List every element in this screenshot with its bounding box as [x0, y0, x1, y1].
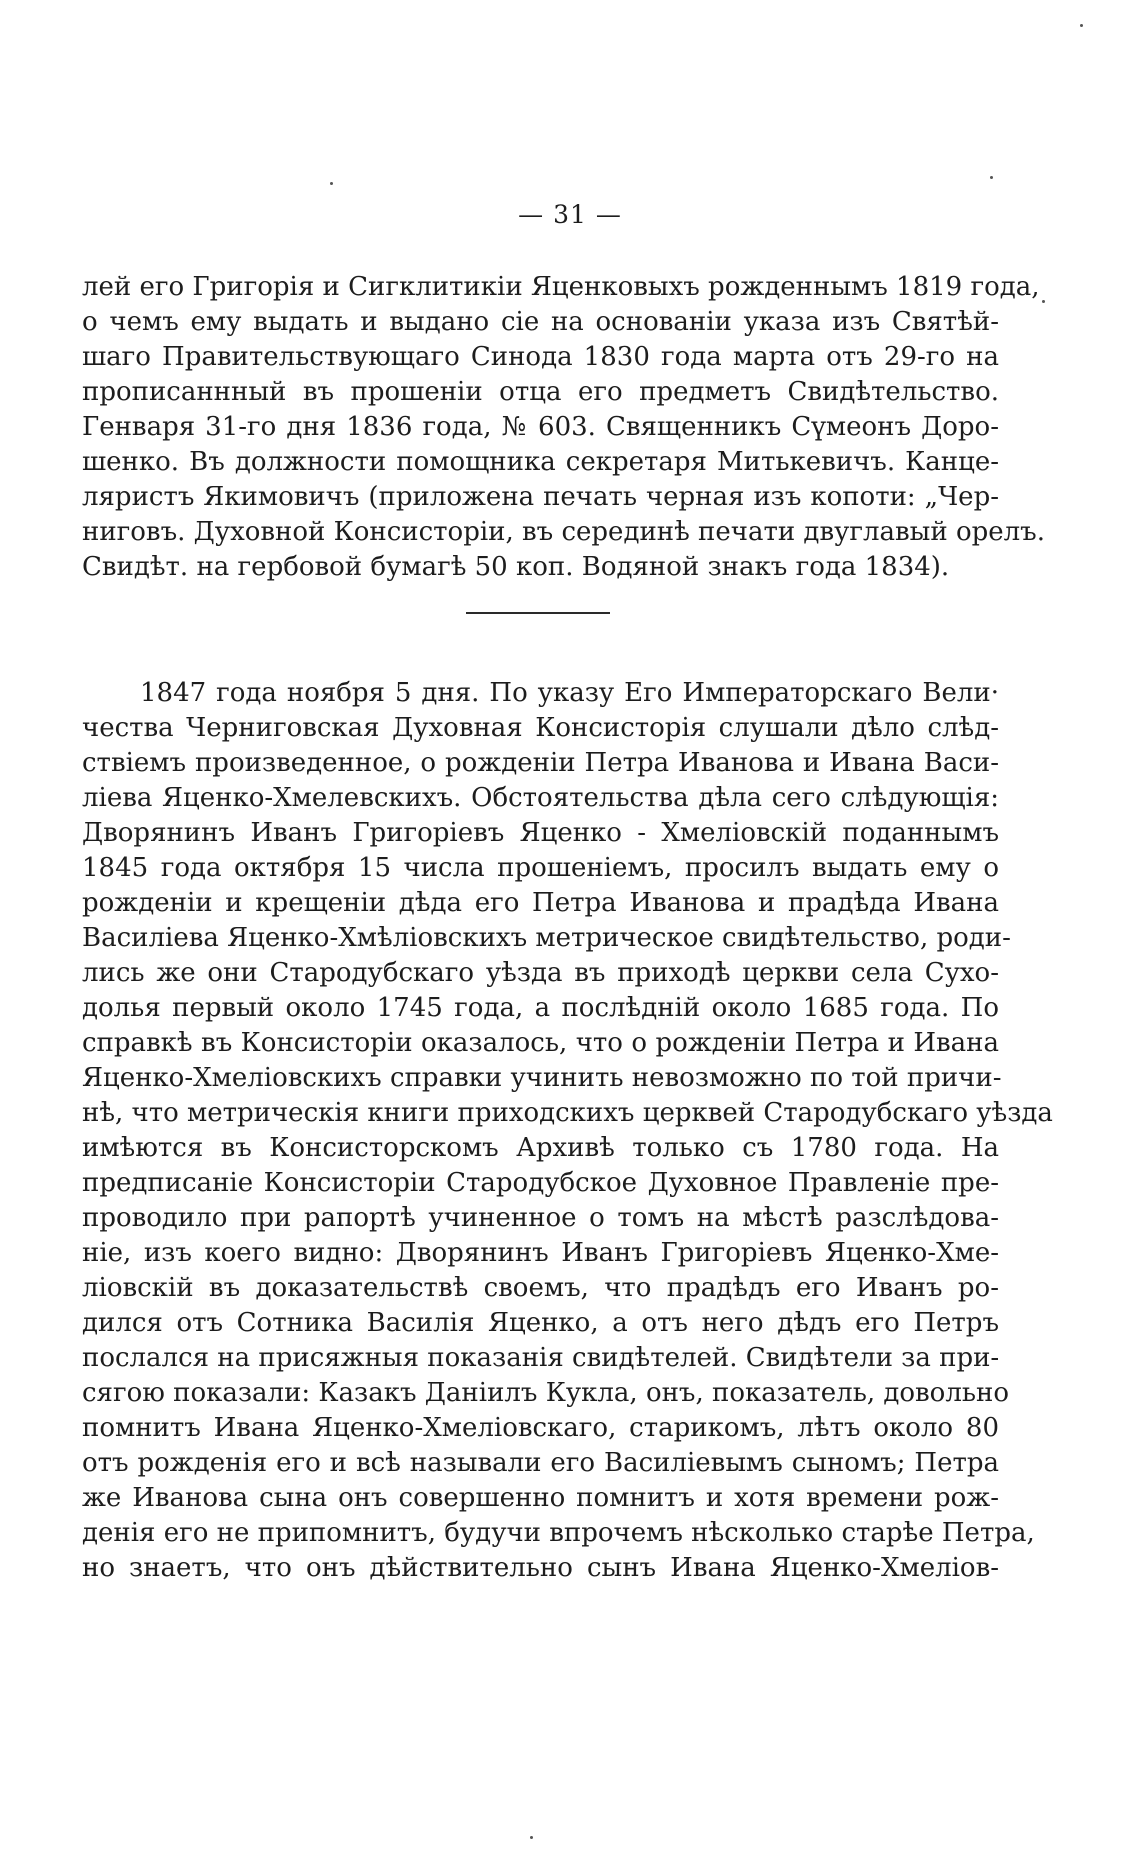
text-line: Свидѣт. на гербовой бумагѣ 50 коп. Водяной знакъ года 1834).: [82, 552, 950, 582]
text-line: 1847 года ноября 5 дня. По указу Его Императорскаго Вели·: [140, 678, 999, 708]
text-line: рожденіи и крещеніи дѣда его Петра Иванова и прадѣда Ивана: [82, 888, 999, 918]
text-line: предписаніе Консисторіи Стародубское Духовное Правленіе пре-: [82, 1168, 999, 1198]
paper-speck: [1042, 300, 1045, 303]
text-line: ніе, изъ коего видно: Дворянинъ Иванъ Григоріевъ Яценко-Хме-: [82, 1238, 999, 1268]
text-line: прописаннный въ прошеніи отца его предметъ Свидѣтельство.: [82, 377, 999, 407]
text-line: шенко. Въ должности помощника секретаря Митькевичъ. Канце-: [82, 447, 999, 477]
paper-speck: [1080, 24, 1083, 27]
text-line: но знаетъ, что онъ дѣйствительно сынъ Ивана Яценко-Хмеліов-: [82, 1553, 999, 1583]
text-line: о чемъ ему выдать и выдано сіе на основаніи указа изъ Святѣй-: [82, 307, 999, 337]
text-line: отъ рожденія его и всѣ называли его Василіевымъ сыномъ; Петра: [82, 1448, 999, 1478]
text-line: лись же они Стародубскаго уѣзда въ приходѣ церкви села Сухо-: [82, 958, 999, 988]
text-line: 1845 года октября 15 числа прошеніемъ, просилъ выдать ему о: [82, 853, 999, 883]
text-line: ліева Яценко-Хмелевскихъ. Обстоятельства дѣла сего слѣдующія:: [82, 783, 999, 813]
text-line: сягою показали: Казакъ Даніилъ Кукла, онъ, показатель, довольно: [82, 1378, 1009, 1408]
page-number: — 31 —: [518, 200, 622, 229]
text-line: ниговъ. Духовной Консисторіи, въ серединѣ печати двуглавый орелъ.: [82, 517, 1045, 547]
text-line: лей его Григорія и Сигклитикіи Яценковыхъ рожденнымъ 1819 года,: [82, 272, 1040, 302]
text-line: помнитъ Ивана Яценко-Хмеліовскаго, старикомъ, лѣтъ около 80: [82, 1413, 999, 1443]
text-line: проводило при рапортѣ учиненное о томъ на мѣстѣ разслѣдова-: [82, 1203, 999, 1233]
text-line: ствіемъ произведенное, о рожденіи Петра Иванова и Ивана Васи-: [82, 748, 999, 778]
text-line: имѣются въ Консисторскомъ Архивѣ только съ 1780 года. На: [82, 1133, 999, 1163]
section-divider: [466, 612, 610, 614]
paper-speck: [530, 1836, 533, 1839]
paragraph-1: [82, 270, 1045, 585]
text-line: Генваря 31-го дня 1836 года, № 603. Священникъ Сүмеонъ Доро-: [82, 412, 999, 442]
text-line: ляристъ Якимовичъ (приложена печать черная изъ копоти: „Чер-: [82, 482, 999, 512]
paper-speck: [990, 176, 993, 179]
text-line: справкѣ въ Консисторіи оказалось, что о рожденіи Петра и Ивана: [82, 1028, 999, 1058]
text-line: же Иванова сына онъ совершенно помнитъ и хотя времени рож-: [82, 1483, 999, 1513]
paper-speck: [330, 182, 333, 185]
text-line: нѣ, что метрическія книги приходскихъ церквей Стародубскаго уѣзда: [82, 1098, 1053, 1128]
text-line: долья первый около 1745 года, а послѣдній около 1685 года. По: [82, 993, 999, 1023]
text-line: послался на присяжныя показанія свидѣтелей. Свидѣтели за при-: [82, 1343, 1000, 1373]
text-line: Дворянинъ Иванъ Григоріевъ Яценко - Хмеліовскій поданнымъ: [82, 818, 999, 848]
text-line: денія его не припомнитъ, будучи впрочемъ нѣсколько старѣе Петра,: [82, 1518, 1035, 1548]
paragraph-2: [82, 676, 1053, 1586]
text-line: Яценко-Хмеліовскихъ справки учинить невозможно по той причи-: [82, 1063, 1002, 1093]
text-line: ліовскій въ доказательствѣ своемъ, что прадѣдъ его Иванъ ро-: [82, 1273, 999, 1303]
text-line: шаго Правительствующаго Синода 1830 года марта отъ 29-го на: [82, 342, 999, 372]
text-line: Василіева Яценко-Хмѣліовскихъ метрическое свидѣтельство, роди-: [82, 923, 1011, 953]
text-line: чества Черниговская Духовная Консисторія слушали дѣло слѣд-: [82, 713, 999, 743]
text-line: дился отъ Сотника Василія Яценко, а отъ него дѣдъ его Петръ: [82, 1308, 999, 1338]
